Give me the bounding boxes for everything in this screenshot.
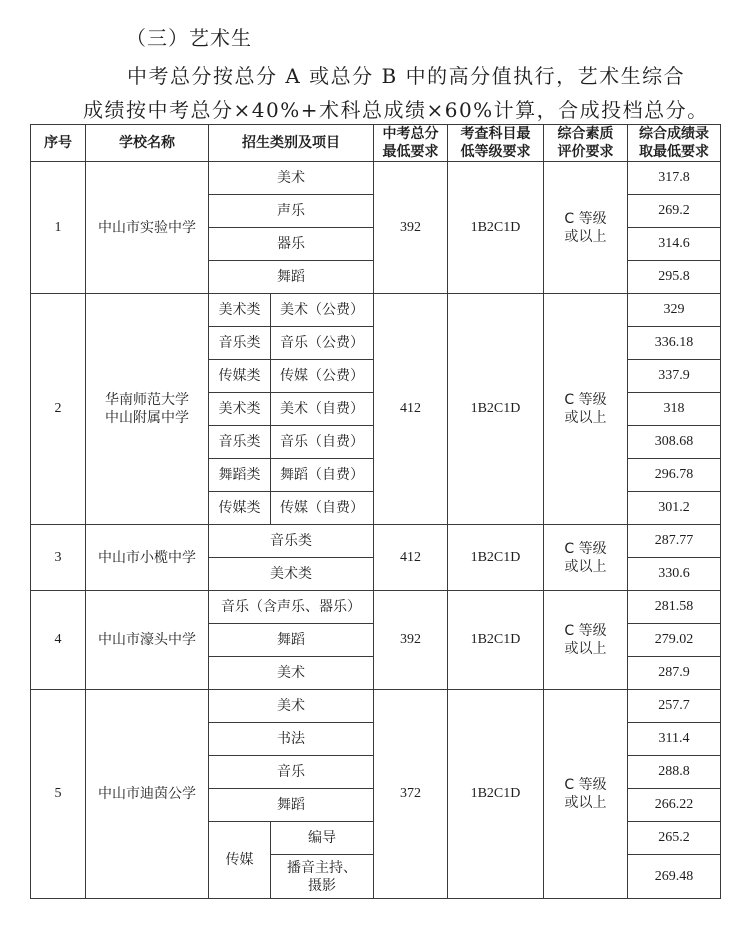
score-cell: 287.9 [628,657,721,690]
score-cell: 301.2 [628,492,721,525]
item-cell: 美术（自费） [271,393,374,426]
header-seq: 序号 [31,125,86,162]
subject-req-cell: 1B2C1D [448,591,544,690]
header-quality-req: 综合素质 评价要求 [544,125,628,162]
item-cell: 声乐 [209,195,374,228]
quality-req-cell: C 等级 或以上 [544,162,628,294]
item-cell: 美术 [209,690,374,723]
seq-cell: 5 [31,690,86,899]
header-min-score: 综合成绩录 取最低要求 [628,125,721,162]
item-cell: 美术（公费） [271,294,374,327]
item-cell: 美术 [209,657,374,690]
min-total-cell: 412 [374,294,448,525]
school-name-cell: 中山市实验中学 [86,162,209,294]
item-cell: 音乐 [209,756,374,789]
school-name-cell: 华南师范大学 中山附属中学 [86,294,209,525]
seq-cell: 2 [31,294,86,525]
seq-cell: 1 [31,162,86,294]
quality-req-cell: C 等级 或以上 [544,591,628,690]
section-heading: （三）艺术生 [126,26,252,50]
item-cell: 音乐（自费） [271,426,374,459]
item-cell: 传媒（自费） [271,492,374,525]
item-cell: 音乐（公费） [271,327,374,360]
score-cell: 269.2 [628,195,721,228]
item-cell: 美术类 [209,558,374,591]
quality-req-cell: C 等级 或以上 [544,294,628,525]
category-cell: 传媒 [209,822,271,899]
quality-req-cell: C 等级 或以上 [544,690,628,899]
category-cell: 传媒类 [209,360,271,393]
score-cell: 317.8 [628,162,721,195]
score-cell: 281.58 [628,591,721,624]
quality-req-cell: C 等级 或以上 [544,525,628,591]
score-cell: 279.02 [628,624,721,657]
intro-paragraph-line-2: 成绩按中考总分×40%+术科总成绩×60%计算，合成投档总分。 [83,98,709,122]
seq-cell: 3 [31,525,86,591]
score-cell: 337.9 [628,360,721,393]
item-cell: 书法 [209,723,374,756]
school-name-cell: 中山市小榄中学 [86,525,209,591]
table-row [31,294,721,327]
table-row [31,690,721,723]
subject-req-cell: 1B2C1D [448,294,544,525]
score-cell: 296.78 [628,459,721,492]
score-cell: 329 [628,294,721,327]
table-row [31,162,721,195]
score-cell: 330.6 [628,558,721,591]
score-cell: 269.48 [628,855,721,899]
category-cell: 美术类 [209,294,271,327]
score-cell: 288.8 [628,756,721,789]
header-category: 招生类别及项目 [209,125,374,162]
category-cell: 美术类 [209,393,271,426]
item-cell: 传媒（公费） [271,360,374,393]
min-total-cell: 372 [374,690,448,899]
header-school: 学校名称 [86,125,209,162]
score-cell: 308.68 [628,426,721,459]
item-cell: 音乐（含声乐、器乐） [209,591,374,624]
intro-paragraph-line-1: 中考总分按总分 A 或总分 B 中的高分值执行，艺术生综合 [127,64,686,88]
item-cell: 编导 [271,822,374,855]
score-cell: 257.7 [628,690,721,723]
table-row [31,591,721,624]
item-cell: 舞蹈 [209,789,374,822]
subject-req-cell: 1B2C1D [448,162,544,294]
item-cell: 舞蹈（自费） [271,459,374,492]
score-cell: 311.4 [628,723,721,756]
art-student-admission-table [30,124,721,899]
school-name-cell: 中山市濠头中学 [86,591,209,690]
table-header-row [31,125,721,162]
header-subject-req: 考查科目最 低等级要求 [448,125,544,162]
subject-req-cell: 1B2C1D [448,690,544,899]
score-cell: 265.2 [628,822,721,855]
item-cell: 舞蹈 [209,624,374,657]
category-cell: 舞蹈类 [209,459,271,492]
header-min-total: 中考总分 最低要求 [374,125,448,162]
category-cell: 音乐类 [209,426,271,459]
score-cell: 336.18 [628,327,721,360]
category-cell: 传媒类 [209,492,271,525]
item-cell: 美术 [209,162,374,195]
school-name-cell: 中山市迪茵公学 [86,690,209,899]
table-row [31,525,721,558]
score-cell: 266.22 [628,789,721,822]
seq-cell: 4 [31,591,86,690]
score-cell: 314.6 [628,228,721,261]
item-cell: 器乐 [209,228,374,261]
item-cell: 舞蹈 [209,261,374,294]
min-total-cell: 412 [374,525,448,591]
item-cell: 音乐类 [209,525,374,558]
subject-req-cell: 1B2C1D [448,525,544,591]
min-total-cell: 392 [374,591,448,690]
score-cell: 295.8 [628,261,721,294]
item-cell: 播音主持、 摄影 [271,855,374,899]
category-cell: 音乐类 [209,327,271,360]
min-total-cell: 392 [374,162,448,294]
score-cell: 318 [628,393,721,426]
score-cell: 287.77 [628,525,721,558]
